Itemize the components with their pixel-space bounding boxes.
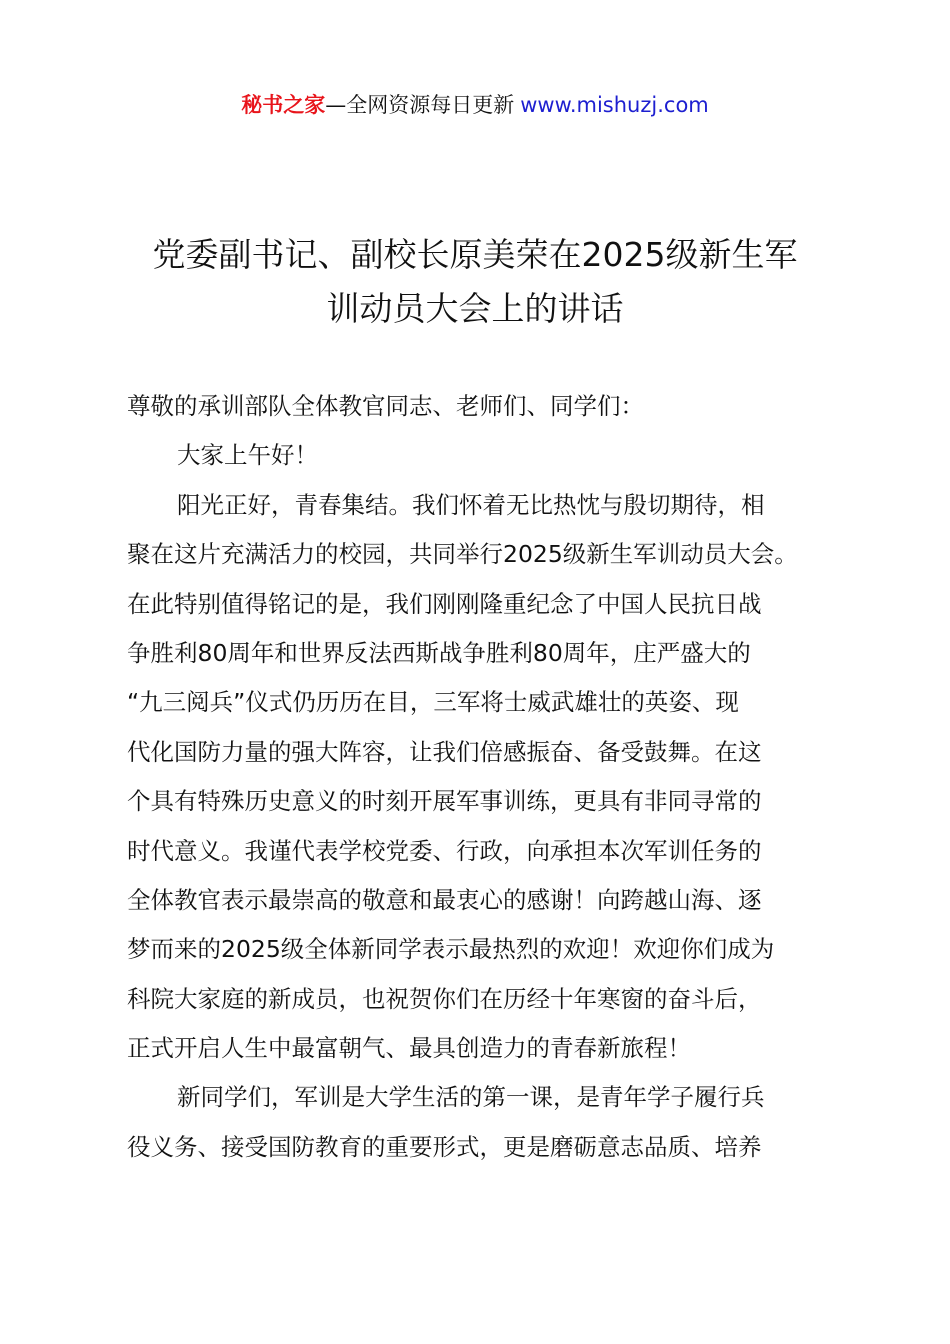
body-text-line: 尊敬的承训部队全体教官同志、老师们、同学们：: [127, 392, 644, 420]
body-text-line: 新同学们，军训是大学生活的第一课，是青年学子履行兵: [177, 1083, 765, 1112]
site-url-link[interactable]: www.mishuzj.com: [520, 93, 709, 117]
title-line: 训动员大会上的讲话: [326, 289, 624, 328]
body-text-line: “九三阅兵”仪式仍历历在目，三军将士威武雄壮的英姿、现: [127, 688, 739, 717]
body-text-line: 全体教官表示最崇高的敬意和最衷心的感谢！向跨越山海、逐: [127, 885, 762, 914]
body-text-line: 科院大家庭的新成员，也祝贺你们在历经十年寒窗的奋斗后，: [127, 984, 762, 1013]
brand-name: 秘书之家: [241, 93, 326, 117]
body-text-line: 代化国防力量的强大阵容，让我们倍感振奋、备受鼓舞。在这: [127, 737, 762, 766]
body-text-line: 正式开启人生中最富朝气、最具创造力的青春新旅程！: [127, 1034, 691, 1063]
title-line: 党委副书记、副校长原美荣在2025级新生军: [152, 235, 798, 274]
watermark-header: [0, 88, 950, 122]
document-body: [127, 382, 835, 1172]
document-title: [120, 228, 830, 336]
body-text-line: 时代意义。我谨代表学校党委、行政，向承担本次军训任务的: [127, 836, 762, 865]
body-text-line: 梦而来的2025级全体新同学表示最热烈的欢迎！欢迎你们成为: [127, 935, 775, 964]
body-text-line: 阳光正好，青春集结。我们怀着无比热忱与殷切期待，相: [177, 490, 765, 519]
body-text-line: 役义务、接受国防教育的重要形式，更是磨砺意志品质、培养: [127, 1132, 762, 1161]
body-text-line: 大家上午好！: [177, 441, 318, 470]
body-text-line: 聚在这片充满活力的校园，共同举行2025级新生军训动员大会。: [127, 540, 798, 569]
body-text-line: 在此特别值得铭记的是，我们刚刚隆重纪念了中国人民抗日战: [127, 589, 762, 618]
body-text-line: 个具有特殊历史意义的时刻开展军事训练，更具有非同寻常的: [127, 787, 762, 816]
header-tagline: —全网资源每日更新: [325, 93, 515, 117]
body-text-line: 争胜利80周年和世界反法西斯战争胜利80周年，庄严盛大的: [127, 638, 751, 667]
